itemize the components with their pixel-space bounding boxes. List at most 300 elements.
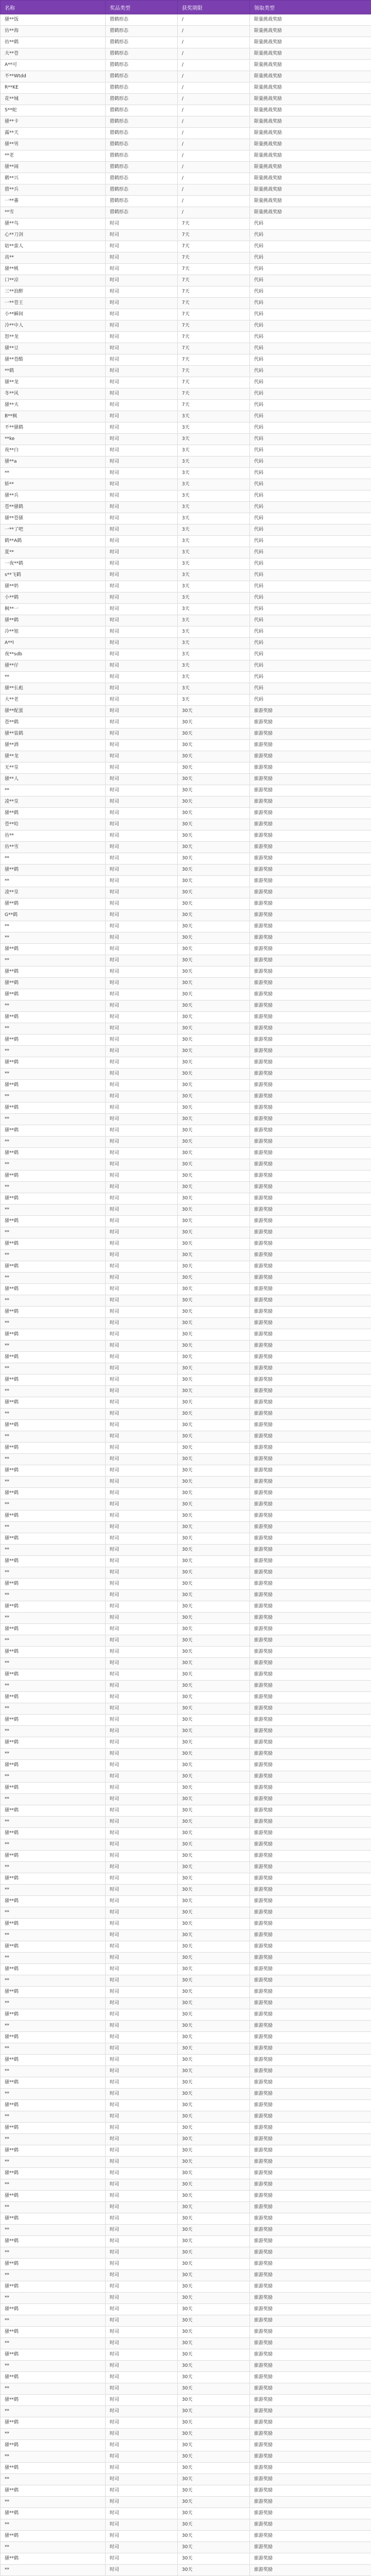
table-row xyxy=(1,1794,371,1805)
table-row xyxy=(1,887,371,899)
table-row xyxy=(1,2100,371,2111)
cell-name: 骚**鹤 xyxy=(1,1488,106,1499)
table-row xyxy=(1,1420,371,1431)
cell-claim-type: 旅游奖励 xyxy=(250,2474,371,2485)
cell-name: 骚**鹤 xyxy=(1,2485,106,2497)
cell-name: 苍**骚鹤 xyxy=(1,502,106,513)
cell-prize-type: 时司 xyxy=(106,1715,178,1726)
table-row xyxy=(1,2451,371,2463)
table-row xyxy=(1,1760,371,1771)
cell-claim-type: 旅游奖励 xyxy=(250,1012,371,1023)
cell-prize-type: 时司 xyxy=(106,1375,178,1386)
cell-prize-type: 时司 xyxy=(106,2497,178,2508)
cell-claim-type: 旅游奖励 xyxy=(250,1375,371,1386)
cell-prize-type: 猎鹤形态 xyxy=(106,116,178,128)
cell-claim-type: 代码 xyxy=(250,468,371,479)
cell-claim-type: 代码 xyxy=(250,547,371,558)
cell-duration: 7天 xyxy=(178,298,250,309)
cell-duration: 30天 xyxy=(178,2463,250,2474)
cell-duration: 7天 xyxy=(178,218,250,230)
cell-duration: 30天 xyxy=(178,2474,250,2485)
cell-duration: 30天 xyxy=(178,2100,250,2111)
cell-duration: 30天 xyxy=(178,1046,250,1057)
table-row xyxy=(1,1590,371,1601)
cell-name: 骚**奶 xyxy=(1,581,106,592)
cell-claim-type: 旅游奖励 xyxy=(250,1205,371,1216)
cell-duration: 30天 xyxy=(178,1658,250,1669)
cell-prize-type: 时司 xyxy=(106,1590,178,1601)
cell-claim-type: 旅游奖励 xyxy=(250,967,371,978)
cell-claim-type: 旅游奖励 xyxy=(250,1239,371,1250)
table-row xyxy=(1,1205,371,1216)
table-row xyxy=(1,649,371,660)
cell-name: ** xyxy=(1,2111,106,2123)
cell-claim-type: 旅游奖励 xyxy=(250,1409,371,1420)
cell-duration: 30天 xyxy=(178,1363,250,1375)
cell-claim-type: 旅游奖励 xyxy=(250,1046,371,1057)
cell-prize-type: 时司 xyxy=(106,502,178,513)
cell-duration: 30天 xyxy=(178,1171,250,1182)
table-row xyxy=(1,1239,371,1250)
cell-name: 骚**鹤 xyxy=(1,1941,106,1953)
cell-claim-type: 旅游奖励 xyxy=(250,1907,371,1919)
cell-prize-type: 猎鹤形态 xyxy=(106,150,178,162)
cell-duration: / xyxy=(178,82,250,94)
cell-duration: 30天 xyxy=(178,2497,250,2508)
table-row xyxy=(1,1930,371,1941)
cell-name: ** xyxy=(1,1159,106,1171)
cell-name: 彷** xyxy=(1,831,106,842)
table-row xyxy=(1,1998,371,2009)
cell-claim-type: 限量挑战奖励 xyxy=(250,116,371,128)
table-row xyxy=(1,377,371,388)
cell-claim-type: 旅游奖励 xyxy=(250,1182,371,1193)
cell-duration: 30天 xyxy=(178,2531,250,2542)
cell-prize-type: 时司 xyxy=(106,2134,178,2145)
cell-duration: 30天 xyxy=(178,2406,250,2417)
cell-name: 不**骚鹤 xyxy=(1,422,106,434)
cell-claim-type: 旅游奖励 xyxy=(250,1873,371,1885)
cell-duration: 30天 xyxy=(178,1352,250,1363)
table-row xyxy=(1,910,371,921)
table-row xyxy=(1,264,371,275)
cell-claim-type: 旅游奖励 xyxy=(250,751,371,762)
table-row xyxy=(1,1035,371,1046)
cell-name: 骚**鹤 xyxy=(1,808,106,819)
table-row xyxy=(1,1556,371,1567)
table-row xyxy=(1,1647,371,1658)
cell-prize-type: 时司 xyxy=(106,2021,178,2032)
cell-name: ** xyxy=(1,1477,106,1488)
table-row xyxy=(1,150,371,162)
cell-claim-type: 旅游奖励 xyxy=(250,887,371,899)
cell-name: 无**皇 xyxy=(1,762,106,774)
cell-duration: 30天 xyxy=(178,1715,250,1726)
table-row xyxy=(1,921,371,933)
table-row xyxy=(1,581,371,592)
cell-prize-type: 时司 xyxy=(106,332,178,343)
cell-duration: 30天 xyxy=(178,1749,250,1760)
cell-name: ** xyxy=(1,785,106,796)
cell-claim-type: 旅游奖励 xyxy=(250,2202,371,2213)
cell-name: ** xyxy=(1,2406,106,2417)
cell-duration: 30天 xyxy=(178,2259,250,2270)
table-row xyxy=(1,683,371,694)
cell-duration: 30天 xyxy=(178,740,250,751)
table-row xyxy=(1,1669,371,1681)
cell-duration: 3天 xyxy=(178,683,250,694)
cell-prize-type: 时司 xyxy=(106,377,178,388)
table-row xyxy=(1,456,371,468)
table-row xyxy=(1,2395,371,2406)
cell-claim-type: 代码 xyxy=(250,592,371,604)
table-row xyxy=(1,1477,371,1488)
table-row xyxy=(1,2281,371,2293)
cell-claim-type: 代码 xyxy=(250,536,371,547)
cell-claim-type: 旅游奖励 xyxy=(250,955,371,967)
cell-name: ** xyxy=(1,1930,106,1941)
cell-prize-type: 时司 xyxy=(106,933,178,944)
table-row xyxy=(1,1805,371,1817)
cell-duration: 30天 xyxy=(178,2213,250,2225)
cell-claim-type: 代码 xyxy=(250,298,371,309)
cell-prize-type: 时司 xyxy=(106,2259,178,2270)
table-row xyxy=(1,592,371,604)
cell-name: ** xyxy=(1,468,106,479)
column-header-duration: 获奖期限 xyxy=(178,1,250,14)
cell-claim-type: 旅游奖励 xyxy=(250,1329,371,1341)
table-row xyxy=(1,139,371,150)
cell-duration: 30天 xyxy=(178,2349,250,2361)
cell-duration: 30天 xyxy=(178,1635,250,1647)
cell-prize-type: 时司 xyxy=(106,479,178,490)
cell-prize-type: 时司 xyxy=(106,2066,178,2077)
cell-duration: 30天 xyxy=(178,1839,250,1851)
cell-claim-type: 旅游奖励 xyxy=(250,2315,371,2327)
cell-claim-type: 旅游奖励 xyxy=(250,1703,371,1715)
cell-prize-type: 时司 xyxy=(106,1465,178,1477)
table-row xyxy=(1,1783,371,1794)
cell-duration: / xyxy=(178,196,250,207)
cell-prize-type: 时司 xyxy=(106,2553,178,2565)
cell-duration: 30天 xyxy=(178,1284,250,1295)
cell-duration: 30天 xyxy=(178,2021,250,2032)
cell-duration: 30天 xyxy=(178,1329,250,1341)
cell-claim-type: 旅游奖励 xyxy=(250,876,371,887)
cell-claim-type: 旅游奖励 xyxy=(250,1148,371,1159)
cell-prize-type: 时司 xyxy=(106,1703,178,1715)
table-row xyxy=(1,1091,371,1103)
cell-name: 心**刀剑 xyxy=(1,230,106,241)
table-row xyxy=(1,2032,371,2043)
table-row xyxy=(1,1363,371,1375)
table-row xyxy=(1,502,371,513)
cell-duration: 30天 xyxy=(178,1454,250,1465)
table-row xyxy=(1,162,371,173)
cell-claim-type: 旅游奖励 xyxy=(250,2259,371,2270)
cell-claim-type: 代码 xyxy=(250,320,371,332)
cell-name: ** xyxy=(1,1046,106,1057)
cell-claim-type: 旅游奖励 xyxy=(250,2055,371,2066)
cell-claim-type: 旅游奖励 xyxy=(250,1499,371,1511)
cell-prize-type: 猎鹤形态 xyxy=(106,14,178,26)
cell-claim-type: 代码 xyxy=(250,366,371,377)
cell-claim-type: 旅游奖励 xyxy=(250,1443,371,1454)
cell-claim-type: 旅游奖励 xyxy=(250,1533,371,1545)
cell-claim-type: 旅游奖励 xyxy=(250,1465,371,1477)
cell-duration: / xyxy=(178,37,250,48)
cell-claim-type: 代码 xyxy=(250,275,371,286)
table-row xyxy=(1,1261,371,1273)
cell-duration: 30天 xyxy=(178,1522,250,1533)
table-row xyxy=(1,2383,371,2395)
cell-claim-type: 旅游奖励 xyxy=(250,2157,371,2168)
cell-name: 骚**闹 xyxy=(1,162,106,173)
cell-name: 骚**鹤 xyxy=(1,2372,106,2383)
table-row xyxy=(1,1885,371,1896)
cell-name: ** xyxy=(1,1975,106,1987)
cell-duration: 7天 xyxy=(178,230,250,241)
cell-prize-type: 时司 xyxy=(106,1805,178,1817)
cell-name: 骚**鹤 xyxy=(1,1873,106,1885)
cell-claim-type: 代码 xyxy=(250,252,371,264)
cell-name: ** xyxy=(1,1862,106,1873)
cell-name: 骚**鹤 xyxy=(1,1692,106,1703)
cell-prize-type: 时司 xyxy=(106,2123,178,2134)
cell-duration: 30天 xyxy=(178,2361,250,2372)
table-row xyxy=(1,728,371,740)
cell-duration: 30天 xyxy=(178,2066,250,2077)
cell-name: ** xyxy=(1,955,106,967)
cell-duration: 30天 xyxy=(178,1250,250,1261)
table-row xyxy=(1,1522,371,1533)
cell-claim-type: 旅游奖励 xyxy=(250,2293,371,2304)
cell-prize-type: 时司 xyxy=(106,2236,178,2247)
cell-name: 骚**鹤 xyxy=(1,1556,106,1567)
cell-duration: 30天 xyxy=(178,2327,250,2338)
table-row xyxy=(1,434,371,445)
cell-prize-type: 时司 xyxy=(106,1760,178,1771)
cell-prize-type: 时司 xyxy=(106,2372,178,2383)
cell-name: 骚**鹤 xyxy=(1,2236,106,2247)
cell-duration: 30天 xyxy=(178,1069,250,1080)
cell-duration: 30天 xyxy=(178,2055,250,2066)
cell-duration: 30天 xyxy=(178,1080,250,1091)
cell-duration: 30天 xyxy=(178,1443,250,1454)
table-row xyxy=(1,604,371,615)
cell-claim-type: 旅游奖励 xyxy=(250,1114,371,1125)
cell-prize-type: 时司 xyxy=(106,2145,178,2157)
cell-duration: 30天 xyxy=(178,1091,250,1103)
cell-prize-type: 时司 xyxy=(106,2338,178,2349)
cell-claim-type: 代码 xyxy=(250,445,371,456)
cell-prize-type: 时司 xyxy=(106,1363,178,1375)
cell-duration: 3天 xyxy=(178,434,250,445)
table-row xyxy=(1,1692,371,1703)
cell-name: 冷**中人 xyxy=(1,320,106,332)
cell-claim-type: 代码 xyxy=(250,456,371,468)
cell-duration: 30天 xyxy=(178,842,250,853)
cell-duration: 7天 xyxy=(178,309,250,320)
cell-claim-type: 旅游奖励 xyxy=(250,1715,371,1726)
cell-name: 骚**鹤 xyxy=(1,1420,106,1431)
cell-name: ** xyxy=(1,1794,106,1805)
cell-prize-type: 时司 xyxy=(106,1726,178,1737)
cell-duration: / xyxy=(178,14,250,26)
cell-prize-type: 时司 xyxy=(106,944,178,955)
cell-name: ** xyxy=(1,1749,106,1760)
table-row xyxy=(1,1114,371,1125)
cell-name: 骚**鹤 xyxy=(1,1103,106,1114)
table-row xyxy=(1,2270,371,2281)
cell-name: 骚**鹤 xyxy=(1,2440,106,2451)
cell-prize-type: 猎鹤形态 xyxy=(106,105,178,116)
table-row xyxy=(1,2157,371,2168)
cell-duration: 7天 xyxy=(178,400,250,411)
cell-name: 骚**鹤 xyxy=(1,2213,106,2225)
table-row xyxy=(1,60,371,71)
table-row xyxy=(1,37,371,48)
table-row xyxy=(1,1397,371,1409)
cell-duration: 30天 xyxy=(178,1137,250,1148)
cell-duration: 3天 xyxy=(178,524,250,536)
table-row xyxy=(1,2304,371,2315)
cell-name: 凌**皇 xyxy=(1,887,106,899)
header-row xyxy=(1,1,371,14)
cell-claim-type: 限量挑战奖励 xyxy=(250,128,371,139)
table-row xyxy=(1,933,371,944)
table-row xyxy=(1,309,371,320)
cell-name: 骚**鹤 xyxy=(1,1307,106,1318)
cell-duration: 30天 xyxy=(178,1556,250,1567)
cell-name: 骚**鹤 xyxy=(1,2553,106,2565)
cell-name: ** xyxy=(1,1250,106,1261)
cell-name: ** xyxy=(1,1635,106,1647)
cell-claim-type: 旅游奖励 xyxy=(250,1261,371,1273)
cell-duration: / xyxy=(178,105,250,116)
table-row xyxy=(1,252,371,264)
cell-duration: 30天 xyxy=(178,2293,250,2304)
cell-claim-type: 代码 xyxy=(250,400,371,411)
cell-duration: 30天 xyxy=(178,1613,250,1624)
cell-duration: 30天 xyxy=(178,899,250,910)
cell-name: 口**凉 xyxy=(1,275,106,286)
cell-claim-type: 旅游奖励 xyxy=(250,1737,371,1749)
cell-duration: 30天 xyxy=(178,819,250,831)
cell-name: 苍**哈 xyxy=(1,819,106,831)
cell-name: 骚**鹤 xyxy=(1,2077,106,2089)
cell-duration: 30天 xyxy=(178,1647,250,1658)
cell-claim-type: 旅游奖励 xyxy=(250,1227,371,1239)
table-row xyxy=(1,1216,371,1227)
cell-name: ** xyxy=(1,2361,106,2372)
cell-name: 露**天 xyxy=(1,128,106,139)
table-row xyxy=(1,842,371,853)
cell-prize-type: 猎鹤形态 xyxy=(106,48,178,60)
cell-name: ** xyxy=(1,921,106,933)
cell-duration: 30天 xyxy=(178,2089,250,2100)
cell-prize-type: 时司 xyxy=(106,1216,178,1227)
table-row xyxy=(1,819,371,831)
cell-claim-type: 旅游奖励 xyxy=(250,1035,371,1046)
cell-prize-type: 时司 xyxy=(106,1318,178,1329)
cell-name: ** xyxy=(1,1363,106,1375)
table-row xyxy=(1,706,371,717)
cell-prize-type: 时司 xyxy=(106,2191,178,2202)
table-row xyxy=(1,2327,371,2338)
cell-prize-type: 时司 xyxy=(106,2474,178,2485)
cell-name: 苍**鹤 xyxy=(1,717,106,728)
cell-claim-type: 旅游奖励 xyxy=(250,2417,371,2429)
cell-claim-type: 旅游奖励 xyxy=(250,1556,371,1567)
cell-name: ** xyxy=(1,2270,106,2281)
cell-duration: 30天 xyxy=(178,1760,250,1771)
table-row xyxy=(1,1103,371,1114)
table-row xyxy=(1,105,371,116)
table-row xyxy=(1,774,371,785)
table-row xyxy=(1,1941,371,1953)
table-row xyxy=(1,796,371,808)
table-row xyxy=(1,570,371,581)
cell-claim-type: 限量挑战奖励 xyxy=(250,196,371,207)
cell-name: 骚**鹤 xyxy=(1,2349,106,2361)
cell-duration: / xyxy=(178,162,250,173)
cell-duration: 30天 xyxy=(178,978,250,989)
cell-name: 夜**sdb xyxy=(1,649,106,660)
cell-prize-type: 时司 xyxy=(106,2383,178,2395)
cell-name: 小**瞬间 xyxy=(1,309,106,320)
cell-prize-type: 时司 xyxy=(106,558,178,570)
cell-duration: 30天 xyxy=(178,1182,250,1193)
cell-prize-type: 时司 xyxy=(106,1012,178,1023)
cell-claim-type: 旅游奖励 xyxy=(250,2032,371,2043)
cell-prize-type: 时司 xyxy=(106,1035,178,1046)
cell-claim-type: 旅游奖励 xyxy=(250,1601,371,1613)
cell-name: 骚**鹤 xyxy=(1,1896,106,1907)
cell-duration: 30天 xyxy=(178,808,250,819)
table-row xyxy=(1,1295,371,1307)
cell-claim-type: 旅游奖励 xyxy=(250,2349,371,2361)
cell-name: 骚**鹤 xyxy=(1,1193,106,1205)
table-row xyxy=(1,1431,371,1443)
cell-prize-type: 时司 xyxy=(106,1987,178,1998)
table-row xyxy=(1,2361,371,2372)
cell-prize-type: 时司 xyxy=(106,1907,178,1919)
cell-name: ** xyxy=(1,1771,106,1783)
cell-prize-type: 时司 xyxy=(106,819,178,831)
cell-duration: 30天 xyxy=(178,1794,250,1805)
cell-name: ** xyxy=(1,1613,106,1624)
cell-name: ** xyxy=(1,1885,106,1896)
cell-prize-type: 时司 xyxy=(106,366,178,377)
table-row xyxy=(1,275,371,286)
cell-duration: 30天 xyxy=(178,2451,250,2463)
cell-prize-type: 时司 xyxy=(106,592,178,604)
cell-prize-type: 时司 xyxy=(106,1284,178,1295)
table-row xyxy=(1,2043,371,2055)
cell-prize-type: 时司 xyxy=(106,388,178,400)
cell-name: ** xyxy=(1,1499,106,1511)
table-row xyxy=(1,26,371,37)
cell-name: ** xyxy=(1,1658,106,1669)
table-row xyxy=(1,196,371,207)
cell-prize-type: 时司 xyxy=(106,524,178,536)
cell-duration: / xyxy=(178,48,250,60)
cell-name: 骚**鹤 xyxy=(1,2145,106,2157)
cell-claim-type: 旅游奖励 xyxy=(250,921,371,933)
cell-name: 骚**鹤 xyxy=(1,1964,106,1975)
cell-name: ** xyxy=(1,2043,106,2055)
